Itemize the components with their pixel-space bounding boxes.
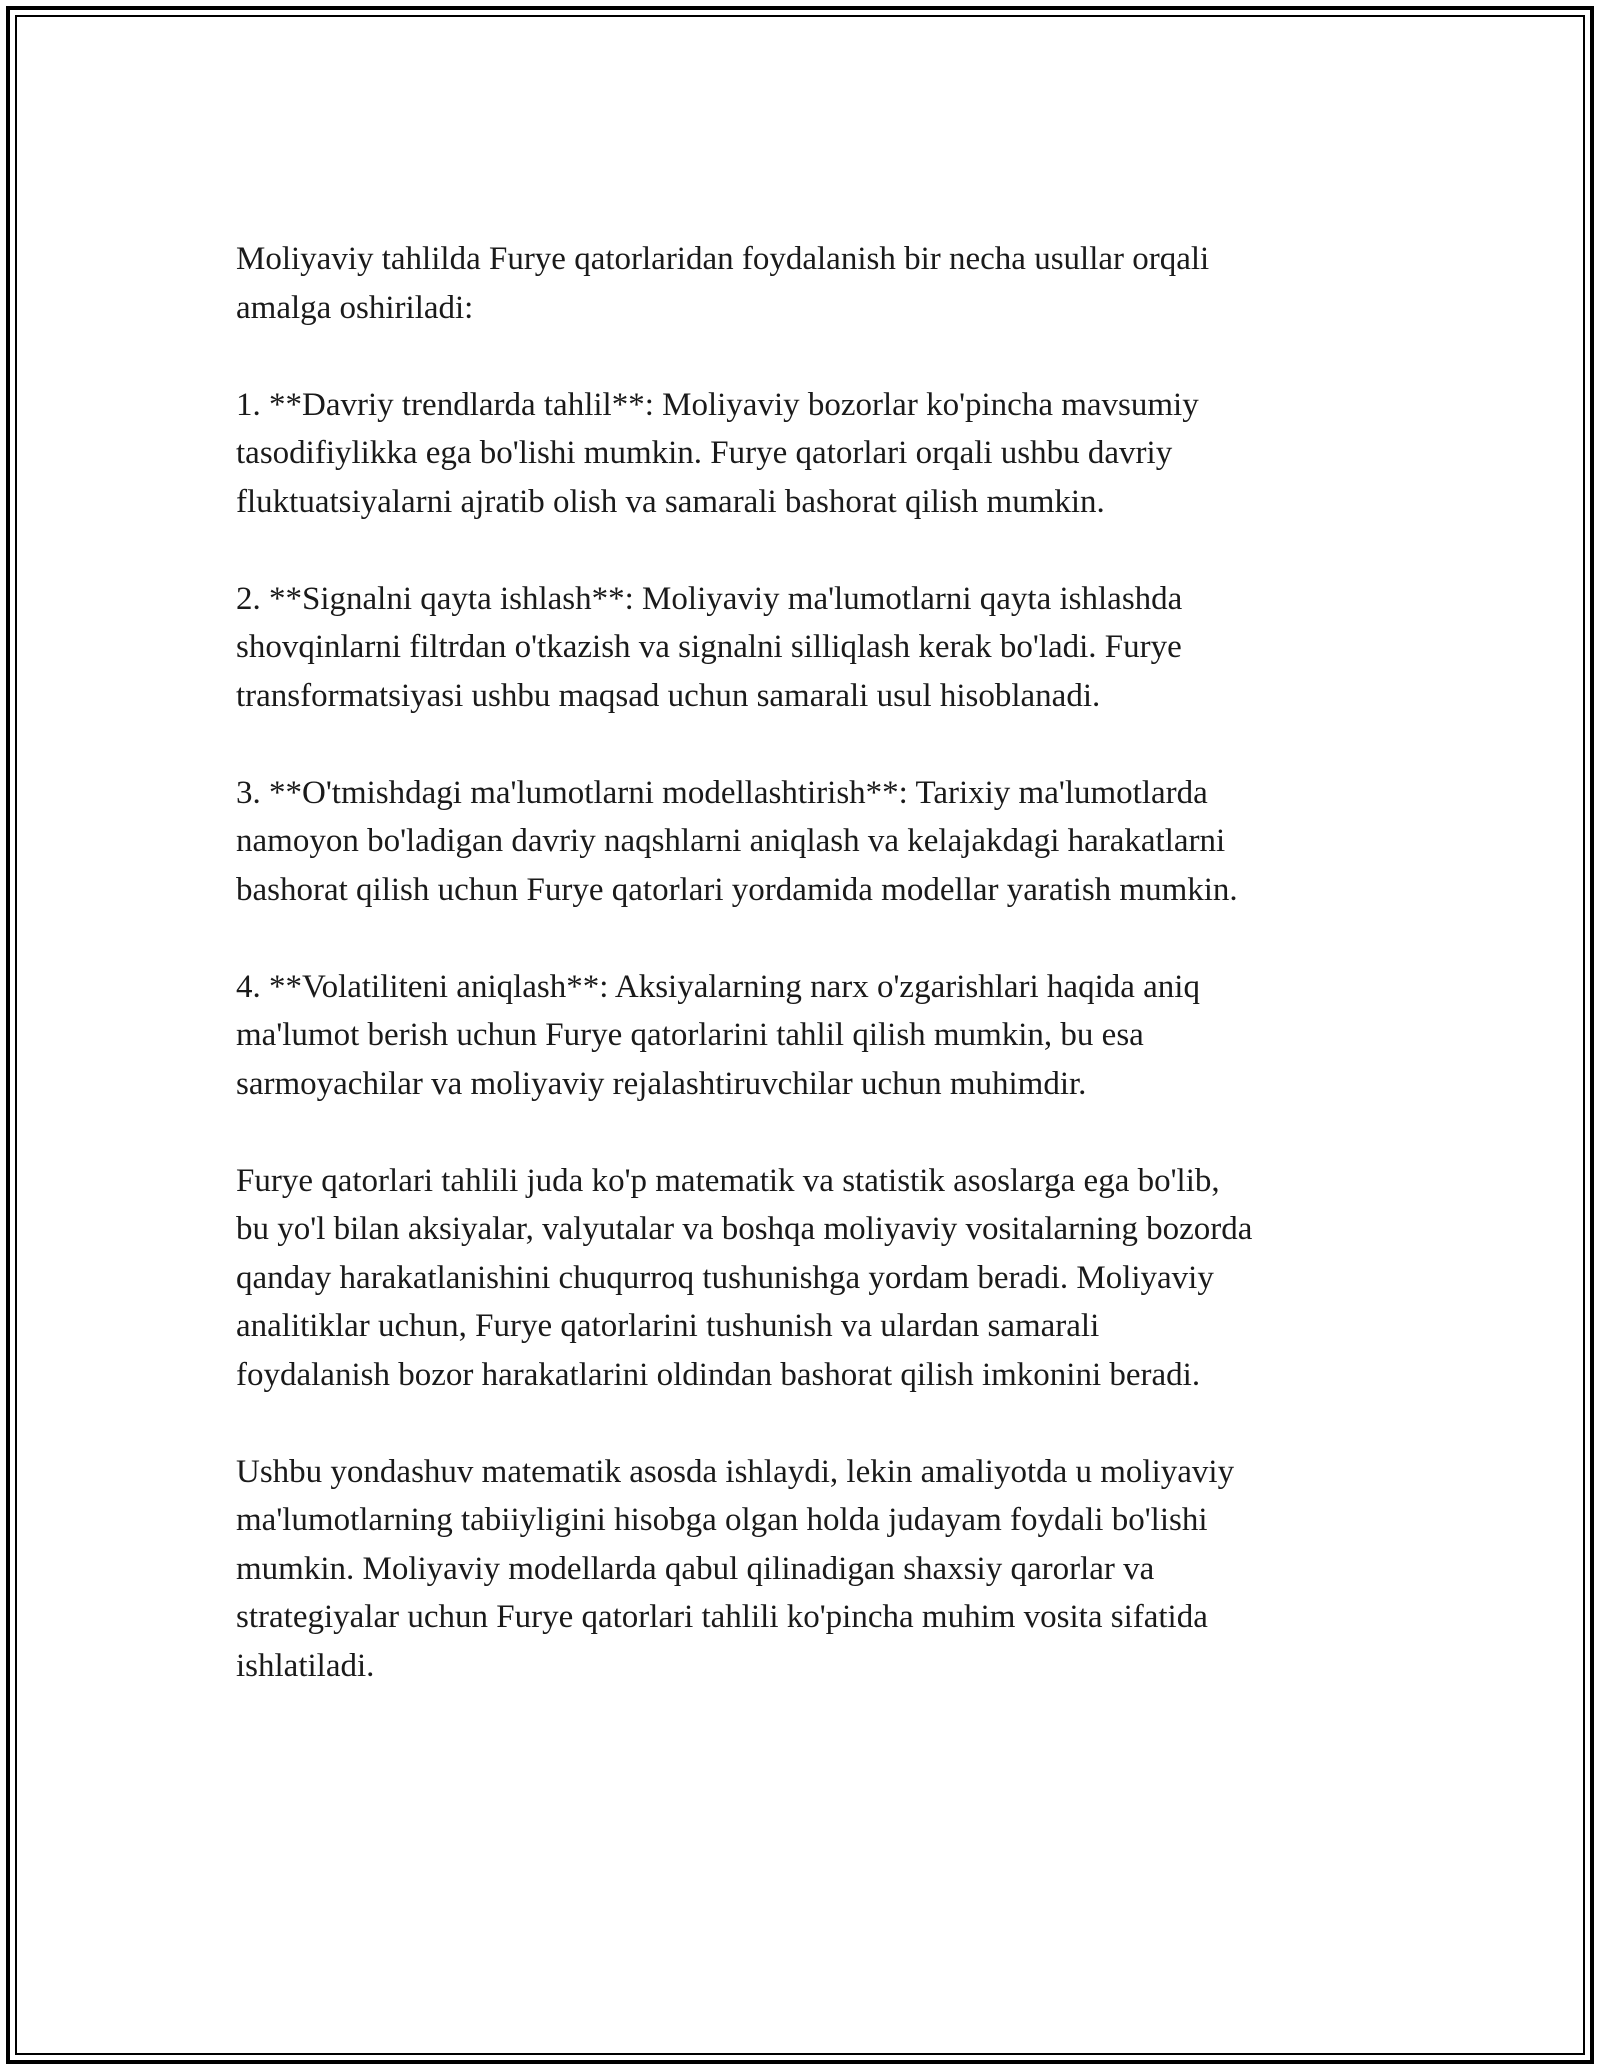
- intro-paragraph: Moliyaviy tahlilda Furye qatorlaridan foydalanish bir necha usullar orqali amalga oshiriladi:: [236, 241, 1210, 326]
- list-item-1: 1. **Davriy trendlarda tahlil**: Moliyaviy bozorlar ko'pincha mavsumiy tasodifiylikka ega bo'lishi mumkin. Furye qatorlari orqali ushbu davriy fluktuatsiyalarni ajratib olish va samarali bashorat qilish mumkin.: [236, 386, 1199, 520]
- list-item-4: 4. **Volatiliteni aniqlash**: Aksiyalarning narx o'zgarishlari haqida aniq ma'lumot berish uchun Furye qatorlarini tahlil qilish mumkin, bu esa sarmoyachilar va moliyaviy rejalashtiruvchilar uchun muhimdir.: [236, 968, 1200, 1102]
- summary-paragraph: Furye qatorlari tahlili juda ko'p matematik va statistik asoslarga ega bo'lib, bu yo'l bilan aksiyalar, valyutalar va boshqa moliyaviy vositalarning bozorda qanday harakatlanishini chuqurroq tushunishga yordam beradi. Moliyaviy analitiklar uchun, Furye qatorlarini tushunish va ulardan samarali foydalanish bozor harakatlarini oldindan bashorat qilish imkonini beradi.: [236, 1162, 1253, 1393]
- list-item-2: 2. **Signalni qayta ishlash**: Moliyaviy ma'lumotlarni qayta ishlashda shovqinlarni filtrdan o'tkazish va signalni silliqlash kerak bo'ladi. Furye transformatsiyasi ushbu maqsad uchun samarali usul hisoblanadi.: [236, 580, 1183, 714]
- list-item-3: 3. **O'tmishdagi ma'lumotlarni modellashtirish**: Tarixiy ma'lumotlarda namoyon bo'ladigan davriy naqshlarni aniqlash va kelajakdagi harakatlarni bashorat qilish uchun Furye qatorlari yordamida modellar yaratish mumkin.: [236, 774, 1238, 908]
- document-body: [236, 235, 1376, 1690]
- conclusion-paragraph: Ushbu yondashuv matematik asosda ishlaydi, lekin amaliyotda u moliyaviy ma'lumotlarning tabiiyligini hisobga olgan holda judayam foydali bo'lishi mumkin. Moliyaviy modellarda qabul qilinadigan shaxsiy qarorlar va strategiyalar uchun Furye qatorlari tahlili ko'pincha muhim vosita sifatida ishlatiladi.: [236, 1453, 1235, 1684]
